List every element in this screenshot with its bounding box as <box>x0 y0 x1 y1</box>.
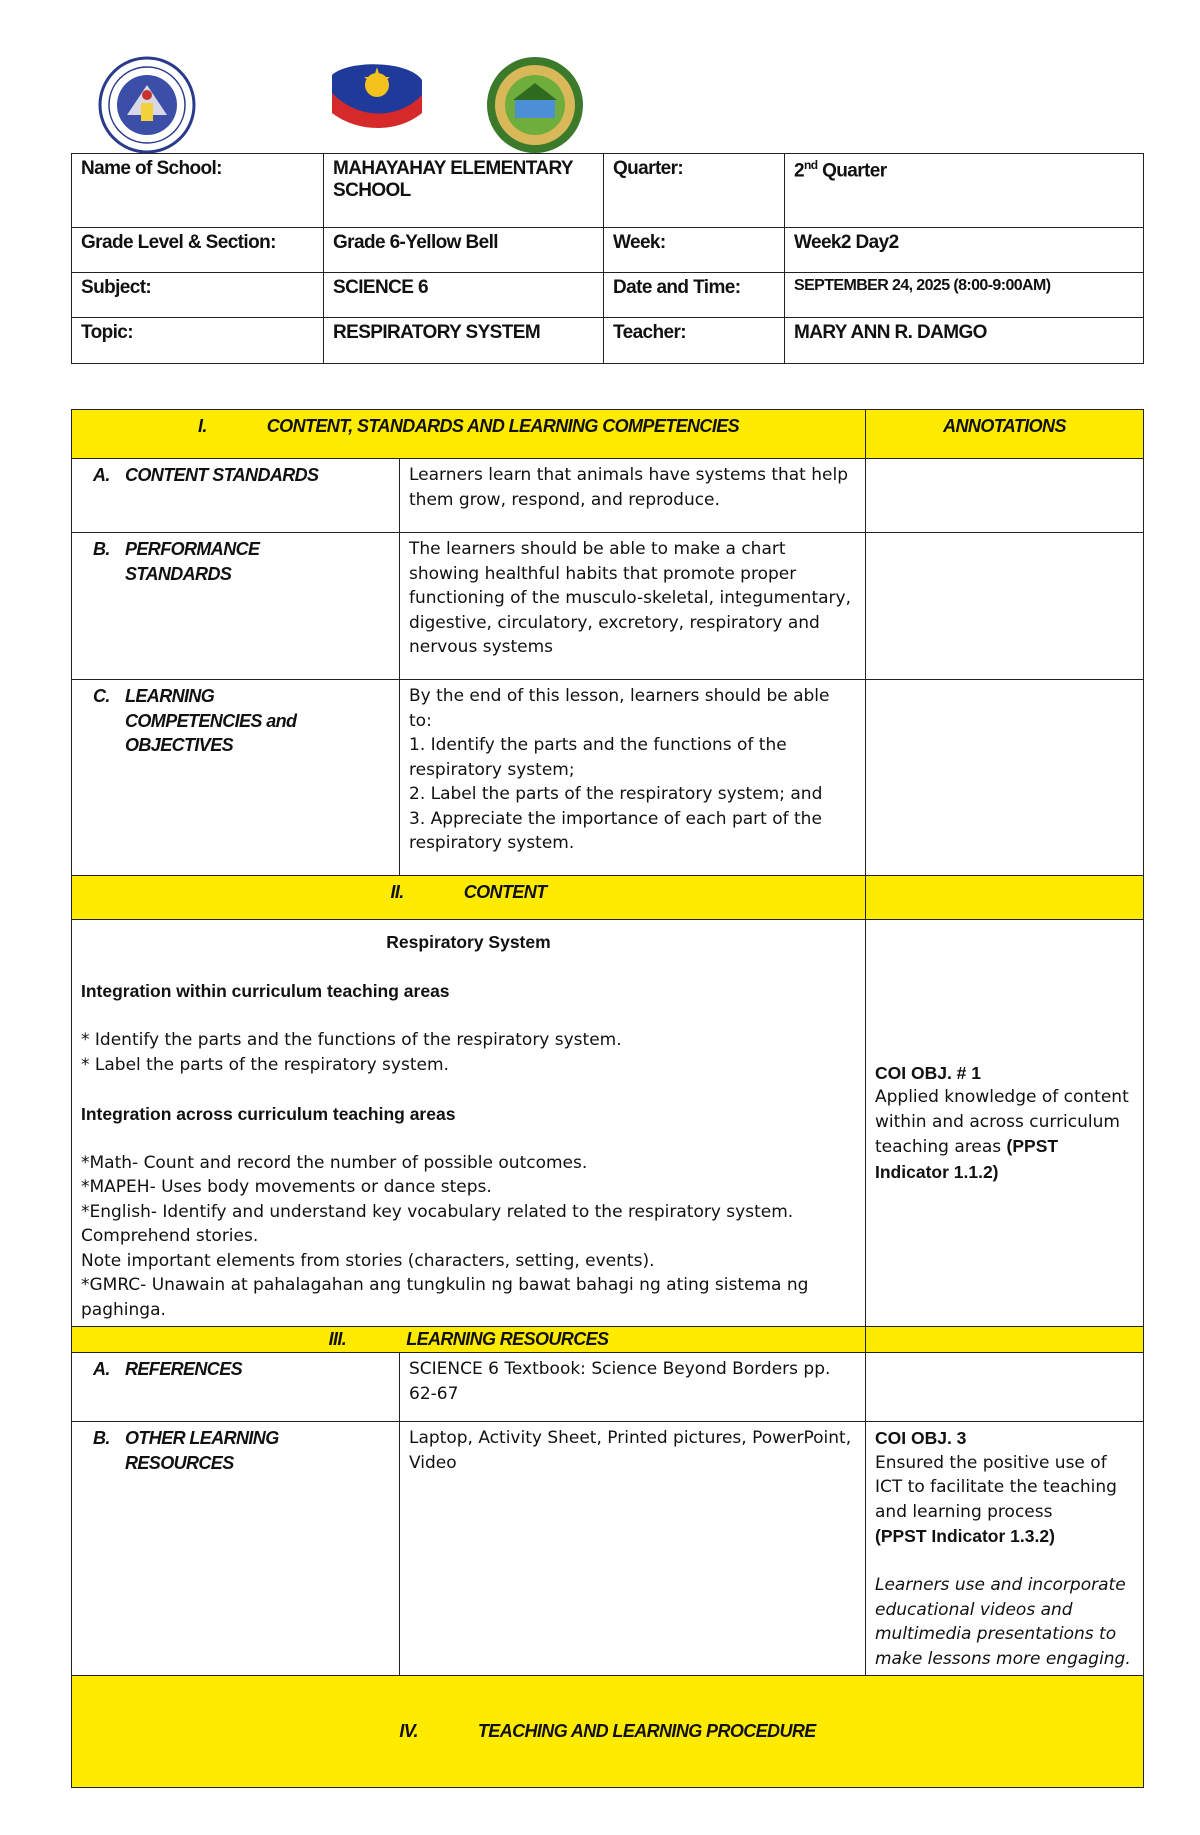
topic-label: Topic: <box>72 318 324 364</box>
section2-header-row <box>72 876 1144 920</box>
header-table <box>71 153 1144 364</box>
teacher-value: MARY ANN R. DAMGO <box>785 318 1144 364</box>
across-item: *GMRC- Unawain at pahalagahan ang tungkulin ng bawat bahagi ng ating sistema ng paghinga. <box>81 1275 809 1320</box>
across-heading: Integration across curriculum teaching areas <box>81 1103 456 1124</box>
performance-standards-label: B. PERFORMANCE STANDARDS <box>72 533 400 680</box>
date-label: Date and Time: <box>604 273 785 318</box>
lesson-plan-table <box>71 409 1144 1788</box>
content-topic: Respiratory System <box>386 932 551 952</box>
section1-header-row <box>72 410 1144 459</box>
coi-obj3-note: Learners use and incorporate educational videos and multimedia presentations to make lessons more engaging. <box>875 1575 1131 1669</box>
performance-standards-text: The learners should be able to make a chart showing healthful habits that promote proper functioning of the musculo-skeletal, integumentary, digestive, circulatory, excretory, respiratory and nervous systems <box>400 533 866 680</box>
coi-obj3-indicator: (PPST Indicator 1.3.2) <box>875 1526 1055 1546</box>
quarter-label: Quarter: <box>604 154 785 228</box>
school-value: MAHAYAHAY ELEMENTARY SCHOOL <box>324 154 604 228</box>
quarter-value: 2nd Quarter <box>785 154 1144 228</box>
subject-value: SCIENCE 6 <box>324 273 604 318</box>
competencies-label: C. LEARNING COMPETENCIES and OBJECTIVES <box>72 680 400 876</box>
competency-item: 1. Identify the parts and the functions of the respiratory system; <box>409 735 787 780</box>
school-label: Name of School: <box>72 154 324 228</box>
week-value: Week2 Day2 <box>785 228 1144 273</box>
section3-title: III. LEARNING RESOURCES <box>72 1327 866 1353</box>
competencies-intro: By the end of this lesson, learners should be able to: <box>409 686 830 731</box>
content-standards-label: A. CONTENT STANDARDS <box>72 459 400 533</box>
other-resources-text: Laptop, Activity Sheet, Printed pictures, PowerPoint, Video <box>400 1422 866 1676</box>
other-resources-label: B. OTHER LEARNING RESOURCES <box>72 1422 400 1676</box>
coi-obj3-title: COI OBJ. 3 <box>875 1428 967 1448</box>
content-row <box>72 920 1144 1327</box>
competencies-annotation <box>866 680 1144 876</box>
coi-obj1-text: Applied knowledge of content within and across curriculum teaching areas (PPST Indicator 1.1.2) <box>875 1087 1129 1182</box>
week-label: Week: <box>604 228 785 273</box>
school-seal-icon <box>485 55 585 155</box>
references-text: SCIENCE 6 Textbook: Science Beyond Borders pp. 62-67 <box>400 1353 866 1422</box>
across-item: *English- Identify and understand key vocabulary related to the respiratory system. Comprehend stories. <box>81 1201 794 1246</box>
across-item: *MAPEH- Uses body movements or dance steps. <box>81 1177 492 1197</box>
section4-header-row <box>72 1676 1144 1788</box>
content-annotation <box>866 920 1144 1327</box>
performance-standards-row <box>72 533 1144 680</box>
grade-label: Grade Level & Section: <box>72 228 324 273</box>
coi-obj1-title: COI OBJ. # 1 <box>875 1062 982 1083</box>
across-item: *Math- Count and record the number of possible outcomes. <box>81 1152 588 1173</box>
competencies-text <box>400 680 866 876</box>
subject-label: Subject: <box>72 273 324 318</box>
across-item: Note important elements from stories (characters, setting, events). <box>81 1250 655 1271</box>
section2-annotation-header <box>866 876 1144 920</box>
coi-obj3-text: Ensured the positive use of ICT to facilitate the teaching and learning process <box>875 1452 1117 1522</box>
section1-title: I. CONTENT, STANDARDS AND LEARNING COMPETENCIES <box>72 410 866 459</box>
competency-item: 2. Label the parts of the respiratory system; and <box>409 784 823 804</box>
teacher-label: Teacher: <box>604 318 785 364</box>
within-item: * Identify the parts and the functions of the respiratory system. <box>81 1030 622 1050</box>
other-resources-annotation <box>866 1422 1144 1676</box>
competencies-row <box>72 680 1144 876</box>
content-standards-row <box>72 459 1144 533</box>
content-standards-annotation <box>866 459 1144 533</box>
competency-item: 3. Appreciate the importance of each part of the respiratory system. <box>409 808 822 853</box>
date-value: SEPTEMBER 24, 2025 (8:00-9:00AM) <box>785 273 1144 318</box>
content-body <box>72 920 866 1327</box>
section3-annotation-header <box>866 1327 1144 1353</box>
references-row <box>72 1353 1144 1422</box>
section4-title: IV. TEACHING AND LEARNING PROCEDURE <box>72 1676 1144 1788</box>
grade-value: Grade 6-Yellow Bell <box>324 228 604 273</box>
topic-value: RESPIRATORY SYSTEM <box>324 318 604 364</box>
other-resources-row <box>72 1422 1144 1676</box>
content-standards-text: Learners learn that animals have systems that help them grow, respond, and reproduce. <box>400 459 866 533</box>
section3-header-row <box>72 1327 1144 1353</box>
annotations-heading: ANNOTATIONS <box>866 410 1144 459</box>
references-label: A. REFERENCES <box>72 1353 400 1422</box>
within-item: * Label the parts of the respiratory system. <box>81 1054 449 1075</box>
bagong-pilipinas-logo-icon <box>318 55 436 155</box>
references-annotation <box>866 1353 1144 1422</box>
deped-seal-icon <box>97 55 197 155</box>
performance-standards-annotation <box>866 533 1144 680</box>
section2-title: II. CONTENT <box>72 876 866 920</box>
within-heading: Integration within curriculum teaching areas <box>81 981 450 1001</box>
logo-row <box>0 55 1200 155</box>
